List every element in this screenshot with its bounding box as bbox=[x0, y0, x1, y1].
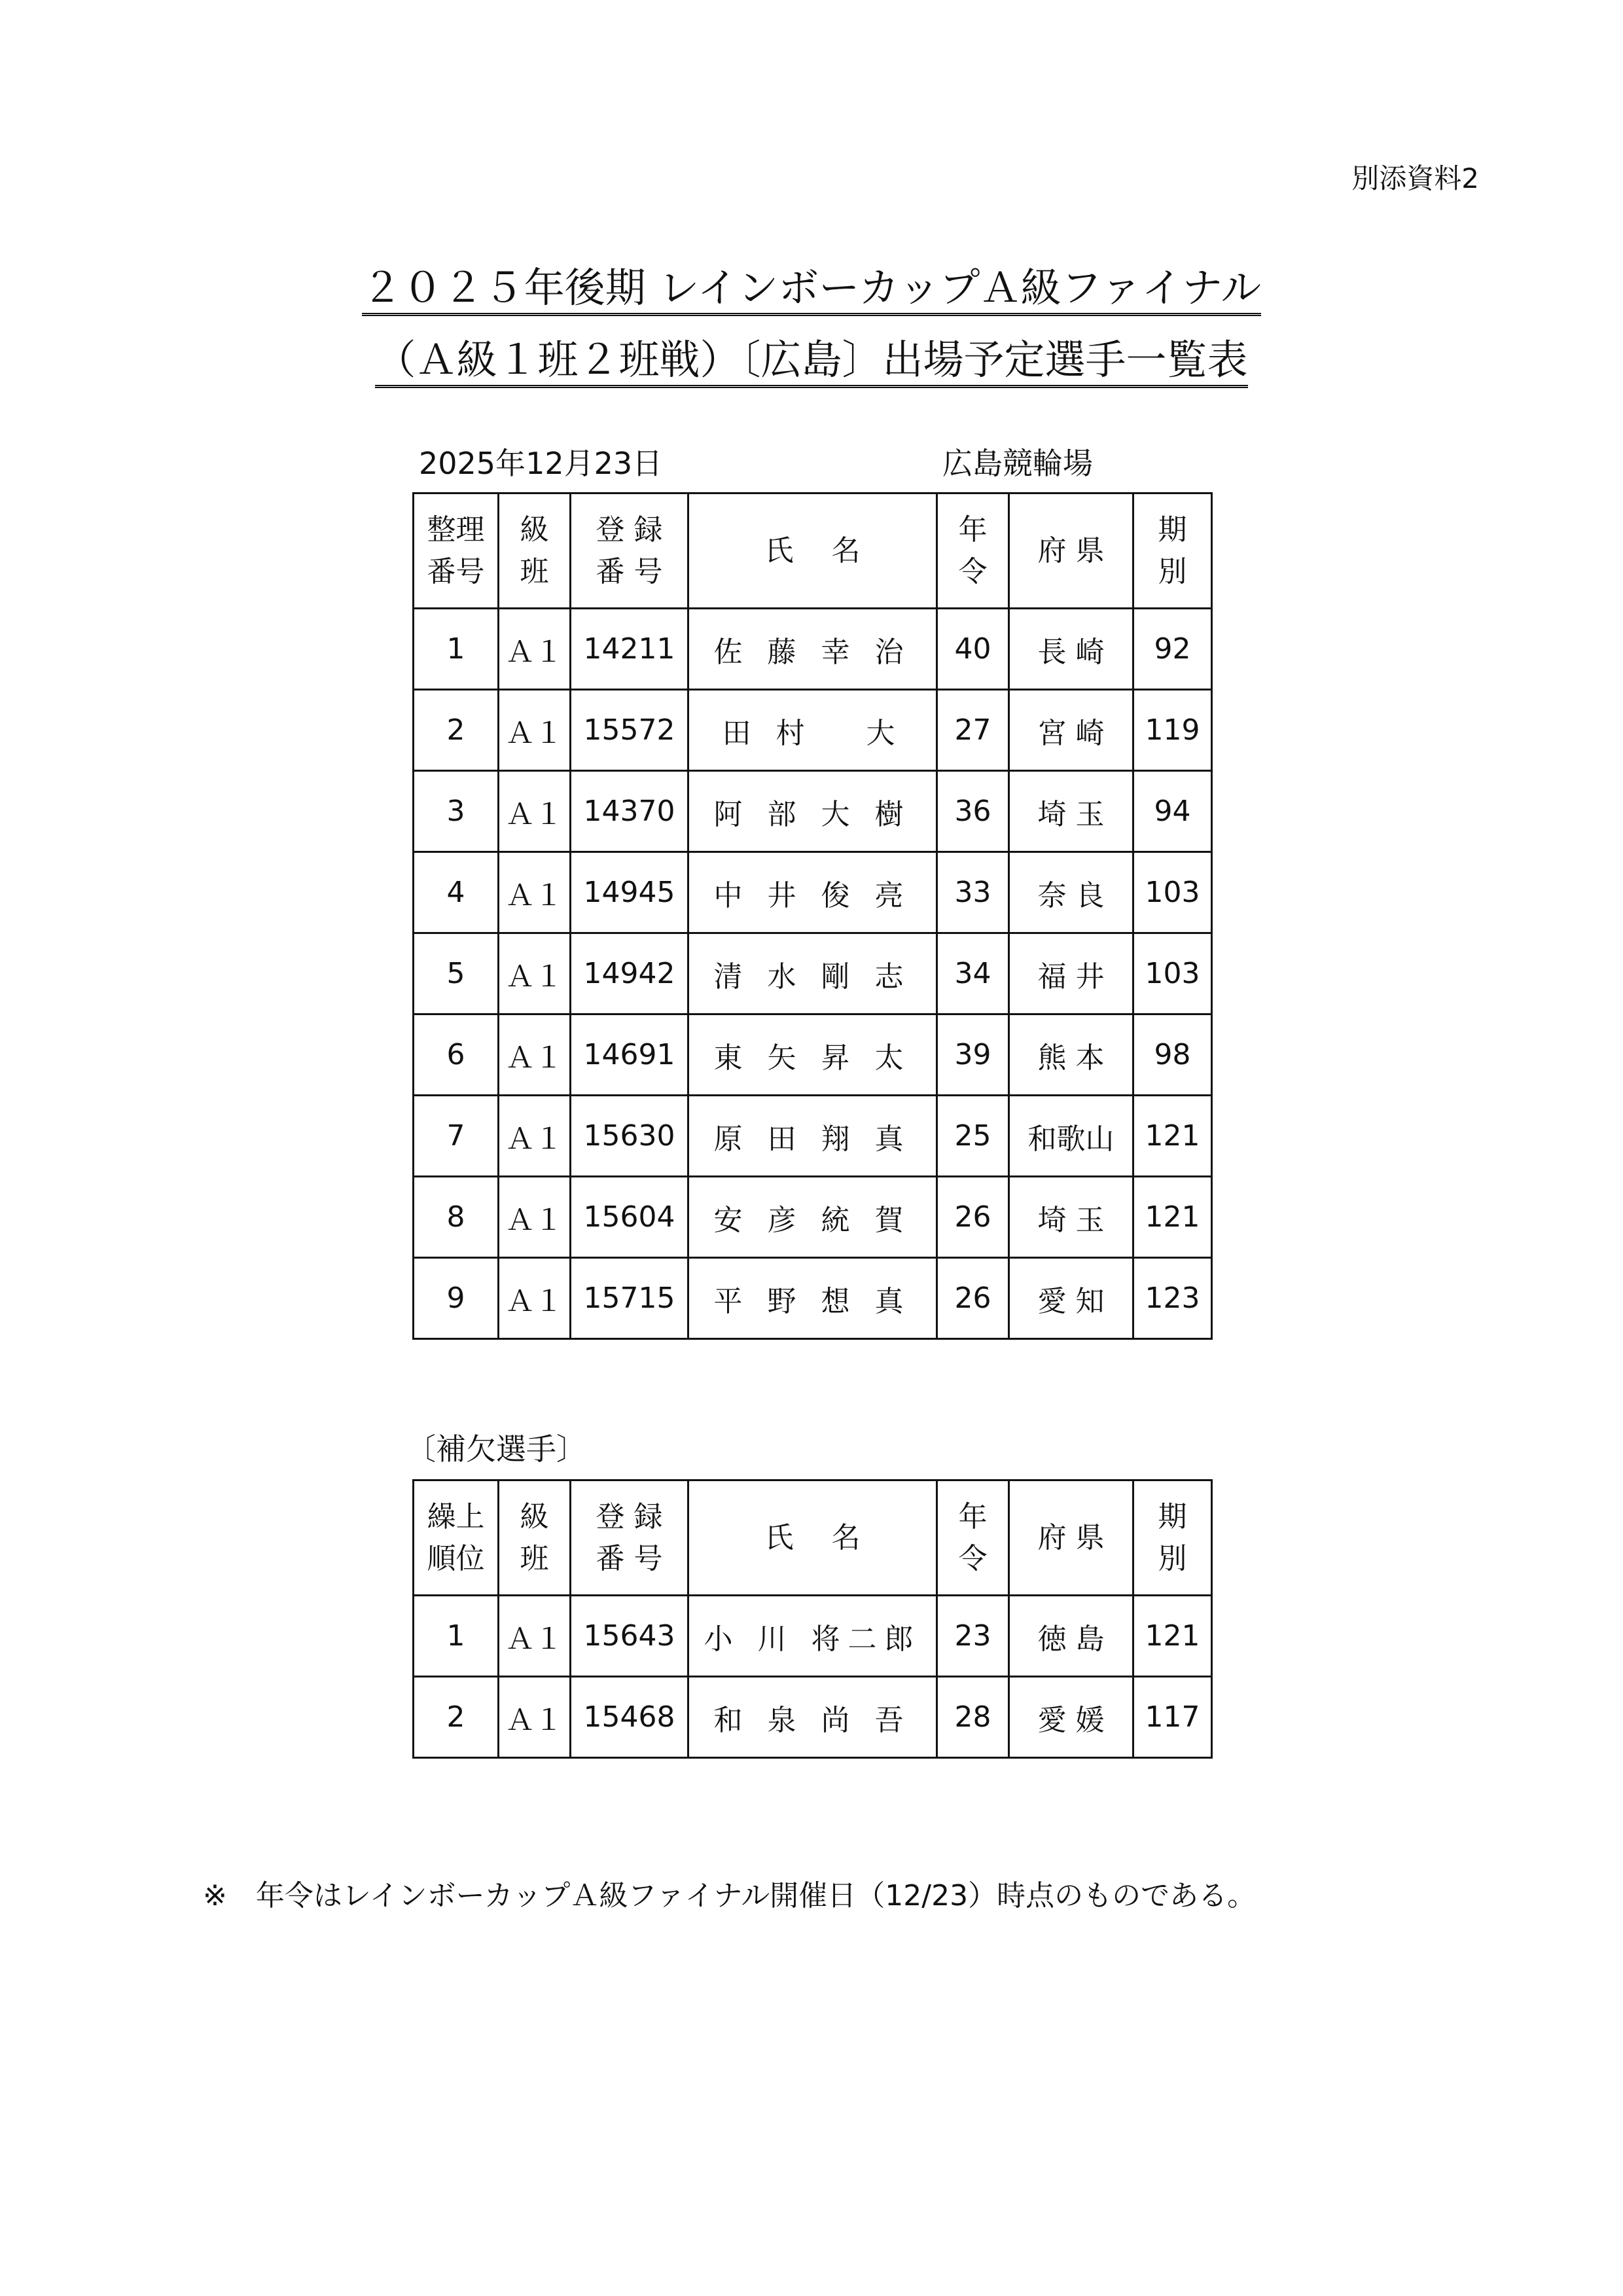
table-cell: 和 泉 尚 吾 bbox=[688, 1677, 937, 1758]
table-cell: 平 野 想 真 bbox=[688, 1258, 937, 1339]
table-row bbox=[414, 1596, 1212, 1677]
table-cell: 14211 bbox=[571, 609, 688, 690]
column-header: 整理 番号 bbox=[414, 493, 499, 609]
table-row bbox=[414, 933, 1212, 1014]
table-row bbox=[414, 690, 1212, 771]
table-body bbox=[414, 609, 1212, 1339]
table-cell: 東 矢 昇 太 bbox=[688, 1014, 937, 1096]
table-cell: 愛 媛 bbox=[1009, 1677, 1133, 1758]
table-cell: 熊 本 bbox=[1009, 1014, 1133, 1096]
table-cell: Ａ１ bbox=[499, 933, 571, 1014]
table-row bbox=[414, 771, 1212, 852]
table-row bbox=[414, 852, 1212, 933]
table-cell: 1 bbox=[414, 609, 499, 690]
table-cell: 121 bbox=[1133, 1177, 1212, 1258]
table-cell: Ａ１ bbox=[499, 1014, 571, 1096]
table-cell: 121 bbox=[1133, 1096, 1212, 1177]
table-cell: 123 bbox=[1133, 1258, 1212, 1339]
table-body bbox=[414, 1596, 1212, 1758]
column-header: 氏 名 bbox=[688, 1480, 937, 1596]
column-header: 氏 名 bbox=[688, 493, 937, 609]
column-header: 登 録 番 号 bbox=[571, 1480, 688, 1596]
column-header: 府 県 bbox=[1009, 1480, 1133, 1596]
column-header: 級 班 bbox=[499, 1480, 571, 1596]
table-cell: 小 川 将二郎 bbox=[688, 1596, 937, 1677]
table-cell: 92 bbox=[1133, 609, 1212, 690]
table-cell: 9 bbox=[414, 1258, 499, 1339]
table-row bbox=[414, 1677, 1212, 1758]
table-cell: 26 bbox=[937, 1258, 1009, 1339]
reserve-label: 〔補欠選手〕 bbox=[406, 1431, 586, 1467]
event-venue: 広島競輪場 bbox=[942, 446, 1093, 481]
table-cell: 和歌山 bbox=[1009, 1096, 1133, 1177]
column-header: 府 県 bbox=[1009, 493, 1133, 609]
table-cell: 6 bbox=[414, 1014, 499, 1096]
table-header-row bbox=[414, 493, 1212, 609]
table-cell: 26 bbox=[937, 1177, 1009, 1258]
column-header: 期 別 bbox=[1133, 1480, 1212, 1596]
table-cell: 121 bbox=[1133, 1596, 1212, 1677]
table-cell: 埼 玉 bbox=[1009, 771, 1133, 852]
table-cell: 佐 藤 幸 治 bbox=[688, 609, 937, 690]
page-title bbox=[0, 252, 1623, 396]
table-cell: 15630 bbox=[571, 1096, 688, 1177]
column-header: 登 録 番 号 bbox=[571, 493, 688, 609]
table-cell: 3 bbox=[414, 771, 499, 852]
table-row bbox=[414, 1258, 1212, 1339]
column-header: 年 令 bbox=[937, 1480, 1009, 1596]
table-cell: 117 bbox=[1133, 1677, 1212, 1758]
table-cell: 2 bbox=[414, 1677, 499, 1758]
table-cell: 98 bbox=[1133, 1014, 1212, 1096]
table-cell: Ａ１ bbox=[499, 690, 571, 771]
table-row bbox=[414, 1177, 1212, 1258]
entry-table bbox=[412, 492, 1213, 1340]
table-cell: Ａ１ bbox=[499, 1596, 571, 1677]
table-cell: 5 bbox=[414, 933, 499, 1014]
table-cell: Ａ１ bbox=[499, 1096, 571, 1177]
table-cell: 103 bbox=[1133, 933, 1212, 1014]
table-cell: 15468 bbox=[571, 1677, 688, 1758]
table-cell: 中 井 俊 亮 bbox=[688, 852, 937, 933]
event-date: 2025年12月23日 bbox=[419, 446, 663, 481]
table-cell: 15572 bbox=[571, 690, 688, 771]
table-cell: 4 bbox=[414, 852, 499, 933]
attachment-label: 別添資料2 bbox=[1351, 162, 1479, 194]
table-cell: 14945 bbox=[571, 852, 688, 933]
table-cell: 15643 bbox=[571, 1596, 688, 1677]
table-cell: 28 bbox=[937, 1677, 1009, 1758]
table-cell: 40 bbox=[937, 609, 1009, 690]
column-header: 期 別 bbox=[1133, 493, 1212, 609]
table-row bbox=[414, 609, 1212, 690]
table-row bbox=[414, 1096, 1212, 1177]
table-header-row bbox=[414, 1480, 1212, 1596]
footnote: ※ 年令はレインボーカップＡ級ファイナル開催日（12/23）時点のものである。 bbox=[203, 1879, 1257, 1912]
table-cell: 徳 島 bbox=[1009, 1596, 1133, 1677]
table-cell: 清 水 剛 志 bbox=[688, 933, 937, 1014]
table-cell: 14691 bbox=[571, 1014, 688, 1096]
table-cell: 宮 崎 bbox=[1009, 690, 1133, 771]
table-cell: Ａ１ bbox=[499, 609, 571, 690]
table-cell: 1 bbox=[414, 1596, 499, 1677]
table-cell: 14370 bbox=[571, 771, 688, 852]
table-cell: Ａ１ bbox=[499, 1258, 571, 1339]
column-header: 年 令 bbox=[937, 493, 1009, 609]
reserve-table bbox=[412, 1479, 1213, 1759]
table-cell: Ａ１ bbox=[499, 1677, 571, 1758]
title-line-1: ２０２５年後期 レインボーカップＡ級ファイナル bbox=[362, 264, 1261, 316]
table-cell: 15604 bbox=[571, 1177, 688, 1258]
table-cell: 33 bbox=[937, 852, 1009, 933]
table-cell: 2 bbox=[414, 690, 499, 771]
table-cell: Ａ１ bbox=[499, 771, 571, 852]
table-cell: 埼 玉 bbox=[1009, 1177, 1133, 1258]
column-header: 繰上 順位 bbox=[414, 1480, 499, 1596]
table-cell: 34 bbox=[937, 933, 1009, 1014]
table-cell: 7 bbox=[414, 1096, 499, 1177]
table-cell: Ａ１ bbox=[499, 852, 571, 933]
table-cell: 8 bbox=[414, 1177, 499, 1258]
table-cell: 田 村 大 bbox=[688, 690, 937, 771]
table-cell: 長 崎 bbox=[1009, 609, 1133, 690]
table-cell: 愛 知 bbox=[1009, 1258, 1133, 1339]
table-cell: 94 bbox=[1133, 771, 1212, 852]
table-cell: 原 田 翔 真 bbox=[688, 1096, 937, 1177]
table-cell: Ａ１ bbox=[499, 1177, 571, 1258]
table-row bbox=[414, 1014, 1212, 1096]
table-cell: 36 bbox=[937, 771, 1009, 852]
table-cell: 安 彦 統 賀 bbox=[688, 1177, 937, 1258]
table-cell: 14942 bbox=[571, 933, 688, 1014]
table-cell: 奈 良 bbox=[1009, 852, 1133, 933]
column-header: 級 班 bbox=[499, 493, 571, 609]
title-line-2: （Ａ級１班２班戦）〔広島〕出場予定選手一覧表 bbox=[375, 336, 1247, 388]
table-cell: 39 bbox=[937, 1014, 1009, 1096]
table-cell: 25 bbox=[937, 1096, 1009, 1177]
table-cell: 福 井 bbox=[1009, 933, 1133, 1014]
table-cell: 103 bbox=[1133, 852, 1212, 933]
table-cell: 27 bbox=[937, 690, 1009, 771]
table-cell: 23 bbox=[937, 1596, 1009, 1677]
table-cell: 15715 bbox=[571, 1258, 688, 1339]
table-cell: 阿 部 大 樹 bbox=[688, 771, 937, 852]
table-cell: 119 bbox=[1133, 690, 1212, 771]
